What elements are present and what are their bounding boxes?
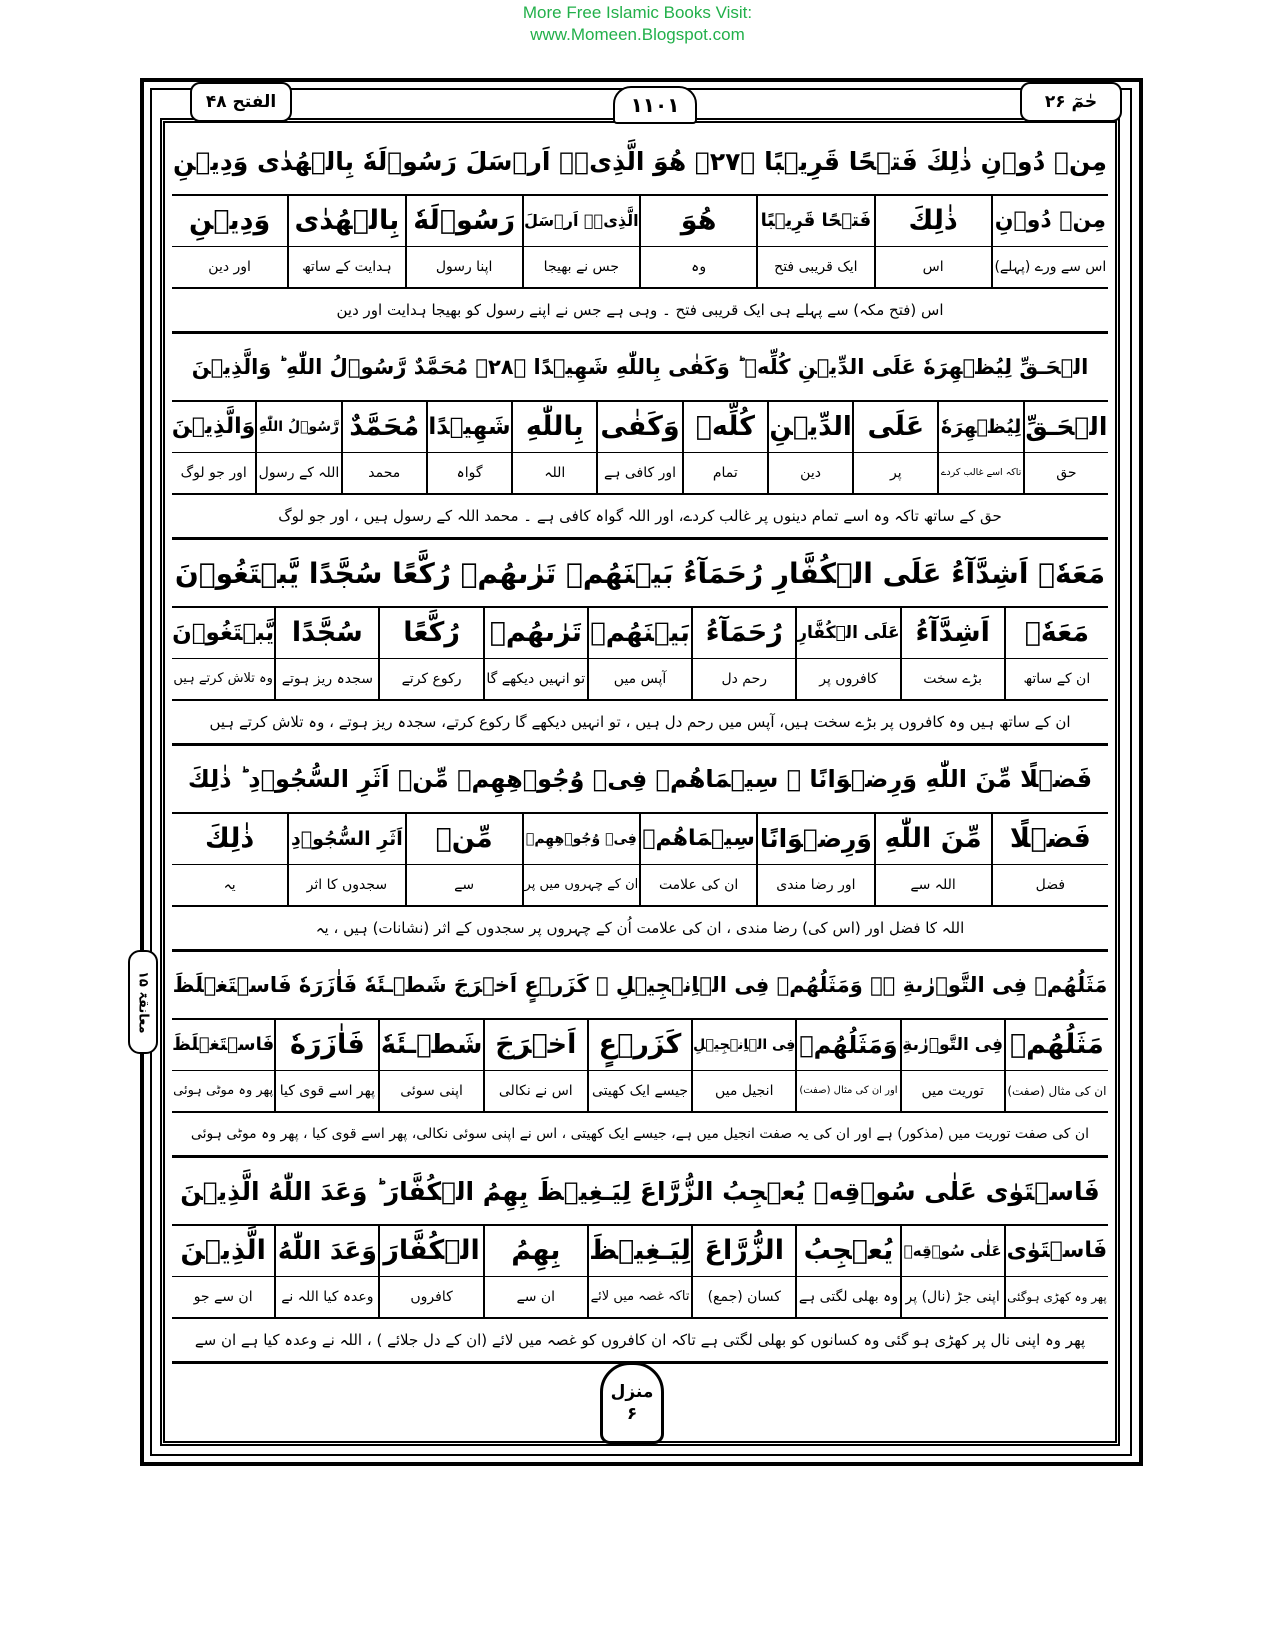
manzil-number: ۶ xyxy=(626,1404,638,1424)
word-arabic: وَكَفٰى xyxy=(598,402,681,453)
word-urdu: اور کافی ہے xyxy=(604,465,677,481)
verse-section xyxy=(172,1158,1108,1364)
word-arabic: فَاٰزَرَهٗ xyxy=(276,1020,378,1071)
word-cell xyxy=(378,1226,482,1317)
word-urdu: توریت میں xyxy=(921,1083,984,1099)
word-arabic: مَثَلُهُمۡ xyxy=(1006,1020,1108,1071)
word-arabic: رَسُوۡلَهٗ xyxy=(407,196,522,247)
word-cell xyxy=(522,814,639,905)
verse-arabic: مِنۡ دُوۡنِ ذٰلِكَ فَتۡحًا قَرِيۡبًا ﴿۲۷﴾ هُوَ الَّذِىۡۤ اَرۡسَلَ رَسُوۡلَهٗ بِالۡهُدٰى وَدِيۡنِ xyxy=(172,128,1108,196)
word-cell xyxy=(172,196,287,287)
word-arabic: مِّنۡ xyxy=(407,814,522,865)
word-arabic: فَتۡحًا قَرِيۡبًا xyxy=(758,196,873,247)
word-urdu: فضل xyxy=(1035,877,1066,893)
word-arabic: لِيَـغِيۡظَ xyxy=(589,1226,691,1277)
word-arabic: مَعَهٗۤ xyxy=(1006,608,1108,659)
word-grid xyxy=(172,1020,1108,1113)
verse-section xyxy=(172,952,1108,1158)
word-urdu: کافروں xyxy=(410,1289,453,1305)
promo-link[interactable]: www.Momeen.Blogspot.com xyxy=(530,25,745,44)
word-grid xyxy=(172,402,1108,495)
word-arabic: وَمَثَلُهُمۡ xyxy=(797,1020,899,1071)
word-cell xyxy=(172,1020,274,1111)
word-urdu: اس نے نکالی xyxy=(498,1083,573,1099)
word-arabic: الۡكُفَّارَ xyxy=(380,1226,482,1277)
word-urdu: محمد xyxy=(368,465,401,481)
word-urdu: جس نے بھیجا xyxy=(543,259,620,275)
word-urdu: ان کے ساتھ xyxy=(1023,671,1091,687)
word-urdu: تمام xyxy=(712,465,738,481)
word-arabic: سُجَّدًا xyxy=(276,608,378,659)
word-arabic: وَعَدَ اللّٰهُ xyxy=(276,1226,378,1277)
verse-translation: ان کے ساتھ ہیں وہ کافروں پر بڑے سخت ہیں، آپس میں رحم دل ہیں ، تو انہیں دیکھے گا رکوع کرتے، سجدہ ریز ہوتے ، وہ تلاش کرتے ہیں xyxy=(172,701,1108,746)
word-cell xyxy=(1023,402,1108,493)
word-cell xyxy=(255,402,340,493)
word-cell xyxy=(341,402,426,493)
word-cell xyxy=(483,608,587,699)
word-urdu: دین xyxy=(800,465,821,481)
word-urdu: اللہ سے xyxy=(910,877,956,893)
word-urdu: پھر اسے قوی کیا xyxy=(279,1083,375,1099)
word-arabic: الدِّيۡنِ xyxy=(769,402,852,453)
word-grid xyxy=(172,196,1108,289)
word-arabic: عَلَى الۡكُفَّارِ xyxy=(797,608,899,659)
word-cell xyxy=(767,402,852,493)
word-urdu: اور جو لوگ xyxy=(180,465,247,481)
word-urdu: اپنی سوئی xyxy=(400,1083,463,1099)
word-arabic: شَهِيۡدًا xyxy=(428,402,511,453)
word-urdu: پھر وہ موٹی ہوئی xyxy=(173,1083,274,1098)
word-arabic: هُوَ xyxy=(641,196,756,247)
word-urdu: اور رضا مندی xyxy=(776,877,856,893)
verse-translation: اللہ کا فضل اور (اس کی) رضا مندی ، ان کی علامت اُن کے چہروں پر سجدوں کے اثر (نشانات) ہیں ، یہ xyxy=(172,907,1108,952)
word-urdu: تاکہ غصہ میں لائے xyxy=(590,1289,690,1304)
word-arabic: الَّذِيۡنَ xyxy=(172,1226,274,1277)
word-cell xyxy=(991,814,1108,905)
word-urdu: وعدہ کیا اللہ نے xyxy=(281,1289,374,1305)
word-cell xyxy=(483,1226,587,1317)
word-urdu: یہ xyxy=(223,877,236,893)
word-grid xyxy=(172,1226,1108,1319)
word-urdu: رحم دل xyxy=(721,671,768,687)
word-cell xyxy=(378,608,482,699)
word-arabic: سِيۡمَاهُمۡ xyxy=(641,814,756,865)
word-urdu: کافروں پر xyxy=(819,671,878,687)
juz-label: حٰمٓ ۲۶ xyxy=(1020,82,1122,122)
verse-section xyxy=(172,128,1108,334)
word-urdu: تو انہیں دیکھے گا xyxy=(486,671,586,687)
verse-translation: حق کے ساتھ تاکہ وہ اسے تمام دینوں پر غالب کردے، اور اللہ گواہ کافی ہے ۔ محمد اللہ کے رسول ہیں ، اور جو لوگ xyxy=(172,495,1108,540)
word-cell xyxy=(900,608,1004,699)
word-arabic: الزُّرَّاعَ xyxy=(693,1226,795,1277)
word-cell xyxy=(596,402,681,493)
word-cell xyxy=(378,1020,482,1111)
word-cell xyxy=(756,814,873,905)
word-arabic: كُلِّهٖ xyxy=(684,402,767,453)
word-urdu: اللہ کے رسول xyxy=(258,465,340,481)
word-urdu: سجدوں کا اثر xyxy=(306,877,388,893)
word-urdu: اور ان کی مثال (صفت) xyxy=(799,1085,898,1096)
word-urdu: ان کی مثال (صفت) xyxy=(1007,1084,1107,1098)
word-arabic: بِاللّٰهِ xyxy=(513,402,596,453)
word-urdu: تاکہ اسے غالب کردے xyxy=(940,467,1022,478)
word-arabic: مِنۡ دُوۡنِ xyxy=(993,196,1108,247)
word-arabic: فِىۡ وُجُوۡهِهِمۡ xyxy=(524,814,639,865)
word-cell xyxy=(852,402,937,493)
word-cell xyxy=(639,196,756,287)
word-cell xyxy=(405,196,522,287)
word-arabic: رُحَمَآءُ xyxy=(693,608,795,659)
word-arabic: شَطۡـئَهٗ xyxy=(380,1020,482,1071)
word-urdu: رکوع کرتے xyxy=(401,671,462,687)
verse-arabic: فَاسۡتَوٰى عَلٰى سُوۡقِهٖ يُعۡجِبُ الزُّرَّاعَ لِيَـغِيۡظَ بِهِمُ الۡكُفَّارَ ؕ وَعَدَ اللّٰهُ الَّذِيۡنَ xyxy=(172,1158,1108,1226)
word-arabic: فِى الۡاِنۡجِيۡلِ xyxy=(693,1020,795,1071)
word-urdu: اور دین xyxy=(208,259,251,275)
word-cell xyxy=(587,1226,691,1317)
word-arabic: اَشِدَّآءُ xyxy=(902,608,1004,659)
word-urdu: ان کی علامت xyxy=(658,877,739,893)
word-cell xyxy=(756,196,873,287)
verse-arabic: الۡحَـقِّ لِيُظۡهِرَهٗ عَلَى الدِّيۡنِ كُلِّهٖ ؕ وَكَفٰى بِاللّٰهِ شَهِيۡدًا ﴿۲۸﴾ مُحَمَّدٌ رَّسُوۡلُ اللّٰهِ ؕ وَالَّذِيۡنَ xyxy=(172,334,1108,402)
word-cell xyxy=(1004,608,1108,699)
word-arabic: وَدِيۡنِ xyxy=(172,196,287,247)
word-urdu: اس سے ورے (پہلے) xyxy=(994,259,1107,275)
word-cell xyxy=(691,608,795,699)
word-arabic: فَضۡلًا xyxy=(993,814,1108,865)
word-arabic: رَّسُوۡلُ اللّٰهِ xyxy=(257,402,340,453)
word-cell xyxy=(1004,1020,1108,1111)
word-cell xyxy=(691,1226,795,1317)
word-cell xyxy=(274,1020,378,1111)
word-arabic: عَلٰى سُوۡقِهٖ xyxy=(902,1226,1004,1277)
word-cell xyxy=(1004,1226,1108,1317)
word-urdu: ہدایت کے ساتھ xyxy=(302,259,392,275)
word-cell xyxy=(874,814,991,905)
word-arabic: مُحَمَّدٌ xyxy=(343,402,426,453)
ruku-marker: معانقۃ ۱۵ xyxy=(128,950,158,1054)
word-cell xyxy=(274,1226,378,1317)
word-arabic: بِهِمُ xyxy=(485,1226,587,1277)
word-urdu: ان سے جو xyxy=(193,1289,253,1305)
word-urdu: پھر وہ کھڑی ہوگئی xyxy=(1007,1290,1107,1304)
word-arabic: لِيُظۡهِرَهٗ xyxy=(939,402,1022,453)
word-cell xyxy=(900,1226,1004,1317)
word-urdu: سے xyxy=(454,877,475,893)
verse-arabic: مَعَهٗۤ اَشِدَّآءُ عَلَى الۡكُفَّارِ رُحَمَآءُ بَيۡنَهُمۡ تَرٰٮهُمۡ رُكَّعًا سُجَّدًا يَّبۡتَغُوۡنَ xyxy=(172,540,1108,608)
promo-line-1: More Free Islamic Books Visit: xyxy=(522,3,753,22)
word-cell xyxy=(795,1020,899,1111)
word-arabic: اَثَرِ السُّجُوۡدِ xyxy=(289,814,404,865)
word-grid xyxy=(172,608,1108,701)
word-cell xyxy=(795,608,899,699)
promo-banner xyxy=(0,2,1275,46)
word-grid xyxy=(172,814,1108,907)
manzil-marker xyxy=(600,1362,664,1444)
word-urdu: گواہ xyxy=(456,465,483,481)
word-cell xyxy=(874,196,991,287)
surah-label: الفتح ۴۸ xyxy=(190,82,292,122)
word-cell xyxy=(405,814,522,905)
word-urdu: اس xyxy=(922,259,944,275)
word-arabic: يَّبۡتَغُوۡنَ xyxy=(172,608,274,659)
word-arabic: وَالَّذِيۡنَ xyxy=(172,402,255,453)
word-arabic: تَرٰٮهُمۡ xyxy=(485,608,587,659)
word-arabic: بِالۡهُدٰى xyxy=(289,196,404,247)
word-arabic: اَخۡرَجَ xyxy=(485,1020,587,1071)
word-cell xyxy=(795,1226,899,1317)
word-arabic: فِى التَّوۡرٰٮةِ xyxy=(902,1020,1004,1071)
word-cell xyxy=(483,1020,587,1111)
word-cell xyxy=(172,608,274,699)
word-cell xyxy=(172,402,255,493)
word-arabic: وَرِضۡوَانًا xyxy=(758,814,873,865)
word-cell xyxy=(639,814,756,905)
word-arabic: عَلَى xyxy=(854,402,937,453)
word-cell xyxy=(287,814,404,905)
word-cell xyxy=(937,402,1022,493)
word-cell xyxy=(511,402,596,493)
word-arabic: كَزَرۡعٍ xyxy=(589,1020,691,1071)
word-cell xyxy=(274,608,378,699)
word-arabic: فَاسۡتَغۡلَظَ xyxy=(172,1020,274,1071)
verse-section xyxy=(172,334,1108,540)
manzil-label: منزل xyxy=(610,1382,654,1402)
word-cell xyxy=(587,608,691,699)
word-arabic: الَّذِىۡۤ اَرۡسَلَ xyxy=(524,196,639,247)
word-arabic: ذٰلِكَ xyxy=(876,196,991,247)
word-cell xyxy=(682,402,767,493)
word-urdu: انجیل میں xyxy=(714,1083,774,1099)
word-urdu: پر xyxy=(890,465,902,481)
word-cell xyxy=(522,196,639,287)
word-cell xyxy=(287,196,404,287)
word-urdu: ایک قریبی فتح xyxy=(774,259,858,275)
word-cell xyxy=(172,1226,274,1317)
word-cell xyxy=(691,1020,795,1111)
word-urdu: اپنی جڑ (نال) پر xyxy=(905,1289,1000,1305)
word-urdu: وہ xyxy=(691,259,707,275)
verse-section xyxy=(172,746,1108,952)
word-arabic: فَاسۡتَوٰى xyxy=(1006,1226,1108,1277)
word-urdu: سجدہ ریز ہوتے xyxy=(281,671,373,687)
word-urdu: ان سے xyxy=(516,1289,556,1305)
verse-translation: ان کی صفت توریت میں (مذکور) ہے اور ان کی یہ صفت انجیل میں ہے، جیسے ایک کھیتی ، اس نے اپنی سوئی نکالی، پھر اسے قوی کیا ، پھر وہ موٹی ہوئی xyxy=(172,1113,1108,1158)
verse-arabic: مَثَلُهُمۡ فِى التَّوۡرٰٮةِ ۛۖ وَمَثَلُهُمۡ فِى الۡاِنۡجِيۡلِ ۛ كَزَرۡعٍ اَخۡرَجَ شَطۡـئَهٗ فَاٰزَرَهٗ فَاسۡتَغۡلَظَ xyxy=(172,952,1108,1020)
word-arabic: يُعۡجِبُ xyxy=(797,1226,899,1277)
word-arabic: مِّنَ اللّٰهِ xyxy=(876,814,991,865)
word-cell xyxy=(587,1020,691,1111)
page-content xyxy=(172,128,1108,1364)
word-urdu: جیسے ایک کھیتی xyxy=(592,1083,689,1099)
verse-arabic: فَضۡلًا مِّنَ اللّٰهِ وَرِضۡوَانًا ۖ سِيۡمَاهُمۡ فِىۡ وُجُوۡهِهِمۡ مِّنۡ اَثَرِ السُّجُوۡدِ ؕ ذٰلِكَ xyxy=(172,746,1108,814)
word-cell xyxy=(991,196,1108,287)
word-cell xyxy=(900,1020,1004,1111)
word-urdu: آپس میں xyxy=(613,671,667,687)
word-urdu: بڑے سخت xyxy=(923,671,983,687)
word-urdu: حق xyxy=(1056,465,1077,481)
word-urdu: ان کے چہروں میں پر xyxy=(524,877,639,892)
word-arabic: ذٰلِكَ xyxy=(172,814,287,865)
word-cell xyxy=(172,814,287,905)
word-cell xyxy=(426,402,511,493)
verse-translation: پھر وہ اپنی نال پر کھڑی ہو گئی وہ کسانوں کو بھلی لگتی ہے تاکہ ان کافروں کو غصہ میں لائے (ان کے دل جلائے ) ، اللہ نے وعدہ کیا ہے ان سے xyxy=(172,1319,1108,1364)
verse-section xyxy=(172,540,1108,746)
word-urdu: وہ تلاش کرتے ہیں xyxy=(173,671,273,686)
word-urdu: وہ بھلی لگتی ہے xyxy=(798,1289,899,1305)
word-urdu: اپنا رسول xyxy=(435,259,493,275)
word-urdu: اللہ xyxy=(544,465,566,481)
word-arabic: بَيۡنَهُمۡ xyxy=(589,608,691,659)
word-arabic: رُكَّعًا xyxy=(380,608,482,659)
page-number: ۱۱۰۱ xyxy=(613,86,697,124)
word-arabic: الۡحَـقِّ xyxy=(1025,402,1108,453)
verse-translation: اس (فتح مکہ) سے پہلے ہی ایک قریبی فتح ۔ وہی ہے جس نے اپنے رسول کو بھیجا ہدایت اور دین xyxy=(172,289,1108,334)
word-urdu: کسان (جمع) xyxy=(707,1289,781,1305)
